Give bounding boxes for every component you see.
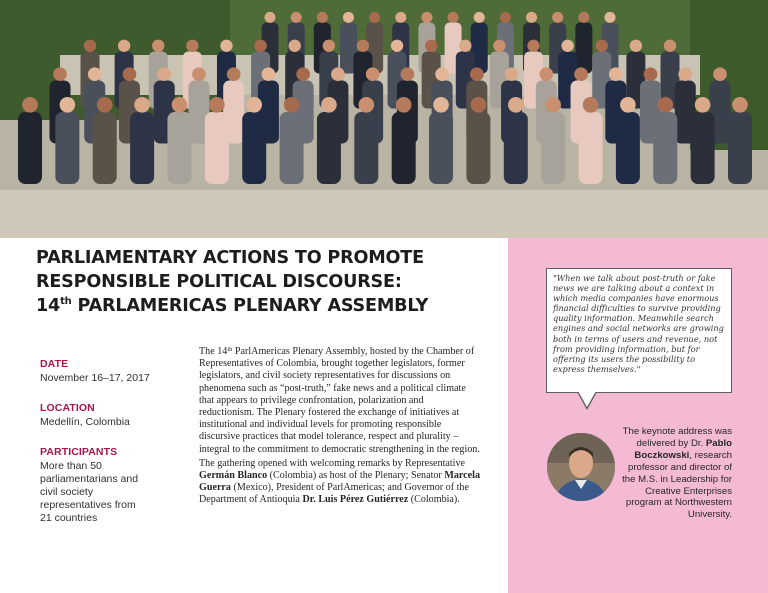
group-photo-illustration	[0, 0, 768, 238]
person-body	[392, 112, 416, 184]
person-body	[429, 112, 453, 184]
person-head	[172, 97, 188, 113]
person-body	[653, 112, 677, 184]
date-value: November 16–17, 2017	[40, 372, 150, 384]
person-body	[579, 112, 603, 184]
body-p2-name-perez: Dr. Luis Pérez Gutiérrez	[302, 494, 409, 506]
person-body	[242, 112, 266, 184]
participants-block	[40, 446, 148, 525]
person-head	[500, 12, 511, 23]
body-p2-part-a: The gathering opened with welcoming remarks by Representative	[199, 457, 465, 469]
person-head	[508, 97, 524, 113]
person-head	[526, 12, 537, 23]
person-head	[732, 97, 748, 113]
person-body	[18, 112, 42, 184]
person-body	[167, 112, 191, 184]
person-head	[246, 97, 262, 113]
person-head	[630, 40, 642, 52]
person-head	[264, 12, 275, 23]
person-head	[620, 97, 636, 113]
person-head	[84, 40, 96, 52]
person-body	[541, 112, 565, 184]
keynote-speaker-name: Pablo Boczkowski	[634, 437, 732, 461]
speaker-portrait	[547, 433, 615, 501]
date-label: DATE	[40, 358, 69, 370]
person-head	[539, 67, 553, 81]
person-head	[474, 12, 485, 23]
floor	[0, 190, 768, 238]
person-head	[88, 67, 102, 81]
speaker-portrait-illustration	[547, 433, 615, 501]
person-head	[578, 12, 589, 23]
body-p2-name-guerra: Marcela Guerra	[199, 470, 480, 494]
person-head	[470, 67, 484, 81]
body-p1-ordinal: th	[227, 346, 233, 353]
article-title	[36, 246, 506, 318]
person-head	[425, 40, 437, 52]
person-head	[220, 40, 232, 52]
person-head	[60, 97, 76, 113]
person-body	[280, 112, 304, 184]
person-head	[359, 97, 375, 113]
quote-text: "When we talk about post-truth or fake news we are talking about a context in which media companies have enormous financial difficulties to survive providing quality information. Meanwhile search engines and social networks are growing both in terms of users and revenue, not from providing information, but for offering its users the possibility to express themselves."	[553, 273, 724, 374]
person-head	[561, 40, 573, 52]
title-line-3	[36, 294, 506, 318]
person-head	[609, 67, 623, 81]
person-head	[644, 67, 658, 81]
person-head	[22, 97, 38, 113]
person-head	[321, 97, 337, 113]
person-head	[391, 40, 403, 52]
person-head	[657, 97, 673, 113]
person-head	[157, 67, 171, 81]
body-p2-part-c: (Colombia) as host of the Plenary; Senator	[267, 470, 445, 482]
person-head	[331, 67, 345, 81]
person-head	[396, 97, 412, 113]
person-head	[254, 40, 266, 52]
person-head	[596, 40, 608, 52]
person-head	[134, 97, 150, 113]
person-head	[678, 67, 692, 81]
person-head	[448, 12, 459, 23]
keynote-caption	[616, 426, 732, 521]
body-p1-start: The 14	[199, 346, 228, 357]
title-number: 14	[36, 296, 61, 316]
person-head	[505, 67, 519, 81]
location-value: Medellín, Colombia	[40, 416, 130, 428]
person-body	[317, 112, 341, 184]
person-head	[527, 40, 539, 52]
body-p2-part-e: (Mexico), President of ParlAmericas; and Governor of the Department of Antioquia	[199, 482, 469, 506]
person-head	[459, 40, 471, 52]
person-head	[545, 97, 561, 113]
person-head	[471, 97, 487, 113]
person-body	[616, 112, 640, 184]
participants-value: More than 50 parliamentarians and civil society representatives from 21 countries	[40, 460, 139, 524]
person-head	[552, 12, 563, 23]
person-head	[118, 40, 130, 52]
person-body	[504, 112, 528, 184]
location-block	[40, 402, 190, 429]
person-head	[53, 67, 67, 81]
quote-bubble-tail-fill	[578, 391, 596, 407]
person-head	[395, 12, 406, 23]
person-head	[291, 12, 302, 23]
person-head	[262, 67, 276, 81]
person-head	[284, 97, 300, 113]
person-body	[93, 112, 117, 184]
title-line-2: RESPONSIBLE POLITICAL DISCOURSE:	[36, 272, 402, 292]
person-body	[354, 112, 378, 184]
title-line-3-rest: PARLAMERICAS PLENARY ASSEMBLY	[71, 296, 429, 316]
person-head	[713, 67, 727, 81]
body-paragraph-2	[199, 458, 481, 507]
group-photo	[0, 0, 768, 238]
person-head	[369, 12, 380, 23]
person-head	[401, 67, 415, 81]
person-body	[130, 112, 154, 184]
person-head	[695, 97, 711, 113]
person-head	[296, 67, 310, 81]
person-head	[97, 97, 113, 113]
body-p2-part-g: (Colombia).	[408, 494, 460, 506]
person-body	[55, 112, 79, 184]
person-head	[289, 40, 301, 52]
person-head	[209, 97, 225, 113]
person-head	[343, 12, 354, 23]
person-head	[493, 40, 505, 52]
person-head	[583, 97, 599, 113]
person-head	[664, 40, 676, 52]
title-line-1: PARLIAMENTARY ACTIONS TO PROMOTE	[36, 248, 424, 268]
person-head	[192, 67, 206, 81]
title-ordinal: th	[60, 296, 72, 307]
quote-bubble	[546, 268, 732, 393]
location-label: LOCATION	[40, 402, 95, 414]
person-head	[123, 67, 137, 81]
person-head	[604, 12, 615, 23]
person-head	[357, 40, 369, 52]
date-block	[40, 358, 190, 385]
person-head	[323, 40, 335, 52]
person-head	[433, 97, 449, 113]
keynote-text-a: The keynote address was delivered by Dr.	[622, 426, 732, 449]
person-body	[466, 112, 490, 184]
body-p2-name-blanco: Germán Blanco	[199, 470, 268, 482]
person-head	[152, 40, 164, 52]
person-head	[227, 67, 241, 81]
person-head	[186, 40, 198, 52]
body-p1-rest: ParlAmericas Plenary Assembly, hosted by the Chamber of Representatives of Colombia, brought together legislators, former legislators, and civil society representatives for discussions on phenomena such as “post-truth,” fake news and a political climate that appears to privilege confrontation, polarization and reductionism. The Plenary fostered the exchange of initiatives at institutional and individual levels for promoting responsible discursive practices that model tolerance, respect and plurality – integral to the commitment to democratic strengthening in the region.	[199, 346, 480, 455]
person-head	[574, 67, 588, 81]
person-head	[366, 67, 380, 81]
person-body	[575, 23, 592, 74]
body-paragraph-1	[199, 346, 481, 456]
keynote-text-b: , research professor and director of the M.S. in Leadership for Creative Enterprises program at Northwestern University.	[622, 449, 732, 521]
participants-label: PARTICIPANTS	[40, 446, 118, 458]
person-head	[435, 67, 449, 81]
person-head	[317, 12, 328, 23]
article-body	[199, 346, 481, 507]
person-body	[691, 112, 715, 184]
person-head	[421, 12, 432, 23]
person-body	[728, 112, 752, 184]
person-body	[205, 112, 229, 184]
